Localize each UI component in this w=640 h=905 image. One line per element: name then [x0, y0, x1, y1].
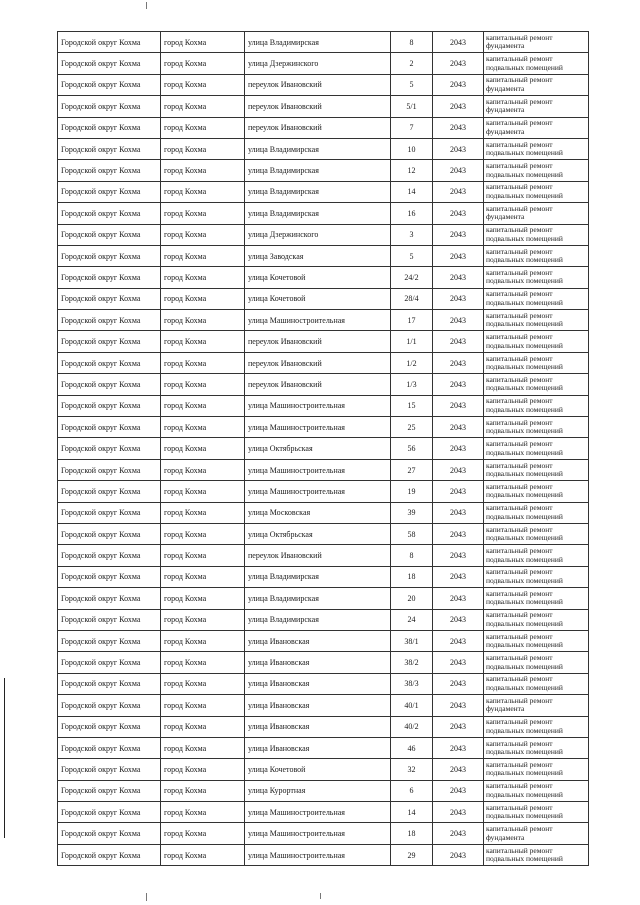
house-number-cell: 27 — [391, 459, 433, 480]
year-cell: 2043 — [433, 609, 484, 630]
municipality-cell: Городской округ Кохма — [58, 695, 161, 716]
municipality-cell: Городской округ Кохма — [58, 545, 161, 566]
work-type-cell: капитальный ремонт фундамента — [484, 203, 589, 224]
year-cell: 2043 — [433, 802, 484, 823]
table-row — [58, 374, 589, 395]
year-cell: 2043 — [433, 844, 484, 865]
house-number-cell: 17 — [391, 310, 433, 331]
house-number-cell: 19 — [391, 481, 433, 502]
street-cell: переулок Ивановский — [245, 96, 391, 117]
year-cell: 2043 — [433, 459, 484, 480]
locality-cell: город Кохма — [161, 502, 245, 523]
table-row — [58, 566, 589, 587]
municipality-cell: Городской округ Кохма — [58, 224, 161, 245]
locality-cell: город Кохма — [161, 288, 245, 309]
municipality-cell: Городской округ Кохма — [58, 245, 161, 266]
house-number-cell: 8 — [391, 545, 433, 566]
work-type-cell: капитальный ремонт подвальных помещений — [484, 459, 589, 480]
locality-cell: город Кохма — [161, 74, 245, 95]
work-type-cell: капитальный ремонт подвальных помещений — [484, 374, 589, 395]
street-cell: улица Кочетовой — [245, 288, 391, 309]
municipality-cell: Городской округ Кохма — [58, 96, 161, 117]
year-cell: 2043 — [433, 96, 484, 117]
year-cell: 2043 — [433, 481, 484, 502]
street-cell: улица Октябрьская — [245, 438, 391, 459]
locality-cell: город Кохма — [161, 181, 245, 202]
street-cell: улица Дзержинского — [245, 224, 391, 245]
work-type-cell: капитальный ремонт подвальных помещений — [484, 352, 589, 373]
street-cell: улица Дзержинского — [245, 53, 391, 74]
table-row — [58, 138, 589, 159]
house-number-cell: 24 — [391, 609, 433, 630]
house-number-cell: 14 — [391, 802, 433, 823]
year-cell: 2043 — [433, 716, 484, 737]
locality-cell: город Кохма — [161, 609, 245, 630]
street-cell: улица Ивановская — [245, 673, 391, 694]
house-number-cell: 29 — [391, 844, 433, 865]
locality-cell: город Кохма — [161, 630, 245, 651]
house-number-cell: 24/2 — [391, 267, 433, 288]
house-number-cell: 25 — [391, 417, 433, 438]
year-cell: 2043 — [433, 267, 484, 288]
house-number-cell: 32 — [391, 759, 433, 780]
municipality-cell: Городской округ Кохма — [58, 630, 161, 651]
year-cell: 2043 — [433, 652, 484, 673]
work-type-cell: капитальный ремонт подвальных помещений — [484, 673, 589, 694]
house-number-cell: 40/2 — [391, 716, 433, 737]
year-cell: 2043 — [433, 395, 484, 416]
locality-cell: город Кохма — [161, 32, 245, 53]
house-number-cell: 14 — [391, 181, 433, 202]
street-cell: улица Курортная — [245, 780, 391, 801]
year-cell: 2043 — [433, 352, 484, 373]
year-cell: 2043 — [433, 759, 484, 780]
year-cell: 2043 — [433, 588, 484, 609]
house-number-cell: 5 — [391, 74, 433, 95]
table-row — [58, 737, 589, 758]
street-cell: улица Владимирская — [245, 181, 391, 202]
street-cell: улица Машиностроительная — [245, 481, 391, 502]
table-row — [58, 32, 589, 53]
municipality-cell: Городской округ Кохма — [58, 117, 161, 138]
work-type-cell: капитальный ремонт фундамента — [484, 96, 589, 117]
locality-cell: город Кохма — [161, 203, 245, 224]
street-cell: улица Ивановская — [245, 652, 391, 673]
table-row — [58, 588, 589, 609]
street-cell: улица Машиностроительная — [245, 802, 391, 823]
street-cell: улица Ивановская — [245, 630, 391, 651]
table-row — [58, 96, 589, 117]
municipality-cell: Городской округ Кохма — [58, 417, 161, 438]
locality-cell: город Кохма — [161, 759, 245, 780]
municipality-cell: Городской округ Кохма — [58, 759, 161, 780]
municipality-cell: Городской округ Кохма — [58, 138, 161, 159]
house-number-cell: 16 — [391, 203, 433, 224]
year-cell: 2043 — [433, 138, 484, 159]
municipality-cell: Городской округ Кохма — [58, 780, 161, 801]
house-number-cell: 1/3 — [391, 374, 433, 395]
municipality-cell: Городской округ Кохма — [58, 716, 161, 737]
work-type-cell: капитальный ремонт фундамента — [484, 823, 589, 844]
street-cell: улица Владимирская — [245, 203, 391, 224]
house-number-cell: 28/4 — [391, 288, 433, 309]
street-cell: улица Ивановская — [245, 716, 391, 737]
work-type-cell: капитальный ремонт фундамента — [484, 32, 589, 53]
house-number-cell: 58 — [391, 523, 433, 544]
work-type-cell: капитальный ремонт фундамента — [484, 695, 589, 716]
work-type-cell: капитальный ремонт подвальных помещений — [484, 759, 589, 780]
year-cell: 2043 — [433, 695, 484, 716]
work-type-cell: капитальный ремонт подвальных помещений — [484, 417, 589, 438]
municipality-cell: Городской округ Кохма — [58, 331, 161, 352]
municipality-cell: Городской округ Кохма — [58, 673, 161, 694]
municipality-cell: Городской округ Кохма — [58, 395, 161, 416]
street-cell: улица Машиностроительная — [245, 310, 391, 331]
street-cell: улица Владимирская — [245, 588, 391, 609]
street-cell: улица Заводская — [245, 245, 391, 266]
table-row — [58, 245, 589, 266]
house-number-cell: 40/1 — [391, 695, 433, 716]
work-type-cell: капитальный ремонт подвальных помещений — [484, 224, 589, 245]
house-number-cell: 10 — [391, 138, 433, 159]
table-row — [58, 695, 589, 716]
work-type-cell: капитальный ремонт подвальных помещений — [484, 609, 589, 630]
year-cell: 2043 — [433, 566, 484, 587]
house-number-cell: 5 — [391, 245, 433, 266]
scan-mark — [146, 893, 147, 901]
year-cell: 2043 — [433, 374, 484, 395]
municipality-cell: Городской округ Кохма — [58, 481, 161, 502]
house-number-cell: 38/3 — [391, 673, 433, 694]
locality-cell: город Кохма — [161, 310, 245, 331]
work-type-cell: капитальный ремонт подвальных помещений — [484, 53, 589, 74]
street-cell: улица Машиностроительная — [245, 395, 391, 416]
table-row — [58, 630, 589, 651]
locality-cell: город Кохма — [161, 395, 245, 416]
table-row — [58, 609, 589, 630]
locality-cell: город Кохма — [161, 780, 245, 801]
year-cell: 2043 — [433, 780, 484, 801]
street-cell: улица Московская — [245, 502, 391, 523]
house-number-cell: 46 — [391, 737, 433, 758]
table-row — [58, 74, 589, 95]
locality-cell: город Кохма — [161, 566, 245, 587]
municipality-cell: Городской округ Кохма — [58, 53, 161, 74]
street-cell: улица Октябрьская — [245, 523, 391, 544]
house-number-cell: 39 — [391, 502, 433, 523]
table-row — [58, 844, 589, 865]
table-row — [58, 502, 589, 523]
work-type-cell: капитальный ремонт подвальных помещений — [484, 310, 589, 331]
municipality-cell: Городской округ Кохма — [58, 181, 161, 202]
street-cell: улица Машиностроительная — [245, 459, 391, 480]
municipality-cell: Городской округ Кохма — [58, 737, 161, 758]
year-cell: 2043 — [433, 523, 484, 544]
locality-cell: город Кохма — [161, 673, 245, 694]
locality-cell: город Кохма — [161, 53, 245, 74]
locality-cell: город Кохма — [161, 224, 245, 245]
work-type-cell: капитальный ремонт подвальных помещений — [484, 331, 589, 352]
year-cell: 2043 — [433, 417, 484, 438]
street-cell: улица Владимирская — [245, 32, 391, 53]
year-cell: 2043 — [433, 438, 484, 459]
table-row — [58, 395, 589, 416]
work-type-cell: капитальный ремонт подвальных помещений — [484, 502, 589, 523]
locality-cell: город Кохма — [161, 245, 245, 266]
work-type-cell: капитальный ремонт фундамента — [484, 117, 589, 138]
work-type-cell: капитальный ремонт подвальных помещений — [484, 138, 589, 159]
work-type-cell: капитальный ремонт подвальных помещений — [484, 652, 589, 673]
house-number-cell: 56 — [391, 438, 433, 459]
locality-cell: город Кохма — [161, 481, 245, 502]
year-cell: 2043 — [433, 310, 484, 331]
house-number-cell: 18 — [391, 566, 433, 587]
locality-cell: город Кохма — [161, 695, 245, 716]
year-cell: 2043 — [433, 331, 484, 352]
year-cell: 2043 — [433, 53, 484, 74]
table-row — [58, 53, 589, 74]
repair-schedule-table — [57, 31, 589, 866]
municipality-cell: Городской округ Кохма — [58, 523, 161, 544]
street-cell: переулок Ивановский — [245, 352, 391, 373]
street-cell: улица Машиностроительная — [245, 823, 391, 844]
house-number-cell: 1/1 — [391, 331, 433, 352]
locality-cell: город Кохма — [161, 652, 245, 673]
municipality-cell: Городской округ Кохма — [58, 160, 161, 181]
table-row — [58, 523, 589, 544]
municipality-cell: Городской округ Кохма — [58, 74, 161, 95]
municipality-cell: Городской округ Кохма — [58, 802, 161, 823]
table-row — [58, 160, 589, 181]
street-cell: улица Кочетовой — [245, 267, 391, 288]
work-type-cell: капитальный ремонт подвальных помещений — [484, 737, 589, 758]
municipality-cell: Городской округ Кохма — [58, 566, 161, 587]
table-row — [58, 288, 589, 309]
work-type-cell: капитальный ремонт подвальных помещений — [484, 545, 589, 566]
house-number-cell: 8 — [391, 32, 433, 53]
year-cell: 2043 — [433, 117, 484, 138]
year-cell: 2043 — [433, 32, 484, 53]
house-number-cell: 1/2 — [391, 352, 433, 373]
table-row — [58, 780, 589, 801]
work-type-cell: капитальный ремонт подвальных помещений — [484, 160, 589, 181]
year-cell: 2043 — [433, 502, 484, 523]
table-row — [58, 310, 589, 331]
street-cell: переулок Ивановский — [245, 374, 391, 395]
work-type-cell: капитальный ремонт подвальных помещений — [484, 288, 589, 309]
street-cell: улица Владимирская — [245, 609, 391, 630]
municipality-cell: Городской округ Кохма — [58, 352, 161, 373]
street-cell: переулок Ивановский — [245, 331, 391, 352]
municipality-cell: Городской округ Кохма — [58, 823, 161, 844]
year-cell: 2043 — [433, 545, 484, 566]
year-cell: 2043 — [433, 203, 484, 224]
locality-cell: город Кохма — [161, 802, 245, 823]
locality-cell: город Кохма — [161, 352, 245, 373]
house-number-cell: 12 — [391, 160, 433, 181]
municipality-cell: Городской округ Кохма — [58, 374, 161, 395]
house-number-cell: 6 — [391, 780, 433, 801]
locality-cell: город Кохма — [161, 96, 245, 117]
street-cell: переулок Ивановский — [245, 545, 391, 566]
year-cell: 2043 — [433, 288, 484, 309]
house-number-cell: 3 — [391, 224, 433, 245]
work-type-cell: капитальный ремонт подвальных помещений — [484, 630, 589, 651]
street-cell: улица Владимирская — [245, 138, 391, 159]
street-cell: улица Владимирская — [245, 566, 391, 587]
municipality-cell: Городской округ Кохма — [58, 652, 161, 673]
work-type-cell: капитальный ремонт подвальных помещений — [484, 181, 589, 202]
table-row — [58, 438, 589, 459]
house-number-cell: 18 — [391, 823, 433, 844]
street-cell: улица Кочетовой — [245, 759, 391, 780]
year-cell: 2043 — [433, 673, 484, 694]
municipality-cell: Городской округ Кохма — [58, 609, 161, 630]
work-type-cell: капитальный ремонт подвальных помещений — [484, 523, 589, 544]
locality-cell: город Кохма — [161, 716, 245, 737]
scan-edge-mark — [4, 678, 5, 838]
work-type-cell: капитальный ремонт подвальных помещений — [484, 844, 589, 865]
municipality-cell: Городской округ Кохма — [58, 438, 161, 459]
street-cell: улица Ивановская — [245, 695, 391, 716]
locality-cell: город Кохма — [161, 844, 245, 865]
table-row — [58, 673, 589, 694]
locality-cell: город Кохма — [161, 438, 245, 459]
locality-cell: город Кохма — [161, 545, 245, 566]
locality-cell: город Кохма — [161, 523, 245, 544]
table-row — [58, 759, 589, 780]
municipality-cell: Городской округ Кохма — [58, 502, 161, 523]
table-body — [58, 32, 589, 866]
locality-cell: город Кохма — [161, 374, 245, 395]
municipality-cell: Городской округ Кохма — [58, 267, 161, 288]
street-cell: улица Ивановская — [245, 737, 391, 758]
street-cell: переулок Ивановский — [245, 117, 391, 138]
municipality-cell: Городской округ Кохма — [58, 844, 161, 865]
table-row — [58, 545, 589, 566]
street-cell: улица Машиностроительная — [245, 844, 391, 865]
work-type-cell: капитальный ремонт подвальных помещений — [484, 245, 589, 266]
table-row — [58, 802, 589, 823]
locality-cell: город Кохма — [161, 588, 245, 609]
locality-cell: город Кохма — [161, 823, 245, 844]
locality-cell: город Кохма — [161, 267, 245, 288]
table-row — [58, 181, 589, 202]
locality-cell: город Кохма — [161, 459, 245, 480]
table-row — [58, 459, 589, 480]
year-cell: 2043 — [433, 245, 484, 266]
work-type-cell: капитальный ремонт подвальных помещений — [484, 588, 589, 609]
municipality-cell: Городской округ Кохма — [58, 203, 161, 224]
municipality-cell: Городской округ Кохма — [58, 459, 161, 480]
municipality-cell: Городской округ Кохма — [58, 32, 161, 53]
year-cell: 2043 — [433, 160, 484, 181]
locality-cell: город Кохма — [161, 138, 245, 159]
house-number-cell: 38/2 — [391, 652, 433, 673]
house-number-cell: 7 — [391, 117, 433, 138]
scan-mark — [146, 2, 147, 9]
table-row — [58, 652, 589, 673]
year-cell: 2043 — [433, 74, 484, 95]
work-type-cell: капитальный ремонт подвальных помещений — [484, 481, 589, 502]
house-number-cell: 15 — [391, 395, 433, 416]
locality-cell: город Кохма — [161, 737, 245, 758]
table-row — [58, 823, 589, 844]
table-row — [58, 267, 589, 288]
work-type-cell: капитальный ремонт подвальных помещений — [484, 802, 589, 823]
work-type-cell: капитальный ремонт подвальных помещений — [484, 267, 589, 288]
table-row — [58, 224, 589, 245]
street-cell: улица Машиностроительная — [245, 417, 391, 438]
year-cell: 2043 — [433, 737, 484, 758]
municipality-cell: Городской округ Кохма — [58, 310, 161, 331]
locality-cell: город Кохма — [161, 331, 245, 352]
table-row — [58, 417, 589, 438]
table-row — [58, 117, 589, 138]
work-type-cell: капитальный ремонт подвальных помещений — [484, 395, 589, 416]
work-type-cell: капитальный ремонт подвальных помещений — [484, 780, 589, 801]
work-type-cell: капитальный ремонт подвальных помещений — [484, 438, 589, 459]
table-row — [58, 203, 589, 224]
house-number-cell: 38/1 — [391, 630, 433, 651]
work-type-cell: капитальный ремонт фундамента — [484, 74, 589, 95]
table-row — [58, 352, 589, 373]
work-type-cell: капитальный ремонт подвальных помещений — [484, 566, 589, 587]
locality-cell: город Кохма — [161, 117, 245, 138]
year-cell: 2043 — [433, 630, 484, 651]
street-cell: переулок Ивановский — [245, 74, 391, 95]
house-number-cell: 20 — [391, 588, 433, 609]
house-number-cell: 5/1 — [391, 96, 433, 117]
table-row — [58, 331, 589, 352]
work-type-cell: капитальный ремонт подвальных помещений — [484, 716, 589, 737]
house-number-cell: 2 — [391, 53, 433, 74]
locality-cell: город Кохма — [161, 417, 245, 438]
table-row — [58, 716, 589, 737]
year-cell: 2043 — [433, 181, 484, 202]
street-cell: улица Владимирская — [245, 160, 391, 181]
municipality-cell: Городской округ Кохма — [58, 588, 161, 609]
year-cell: 2043 — [433, 823, 484, 844]
table-row — [58, 481, 589, 502]
municipality-cell: Городской округ Кохма — [58, 288, 161, 309]
year-cell: 2043 — [433, 224, 484, 245]
scan-mark — [320, 893, 321, 899]
locality-cell: город Кохма — [161, 160, 245, 181]
